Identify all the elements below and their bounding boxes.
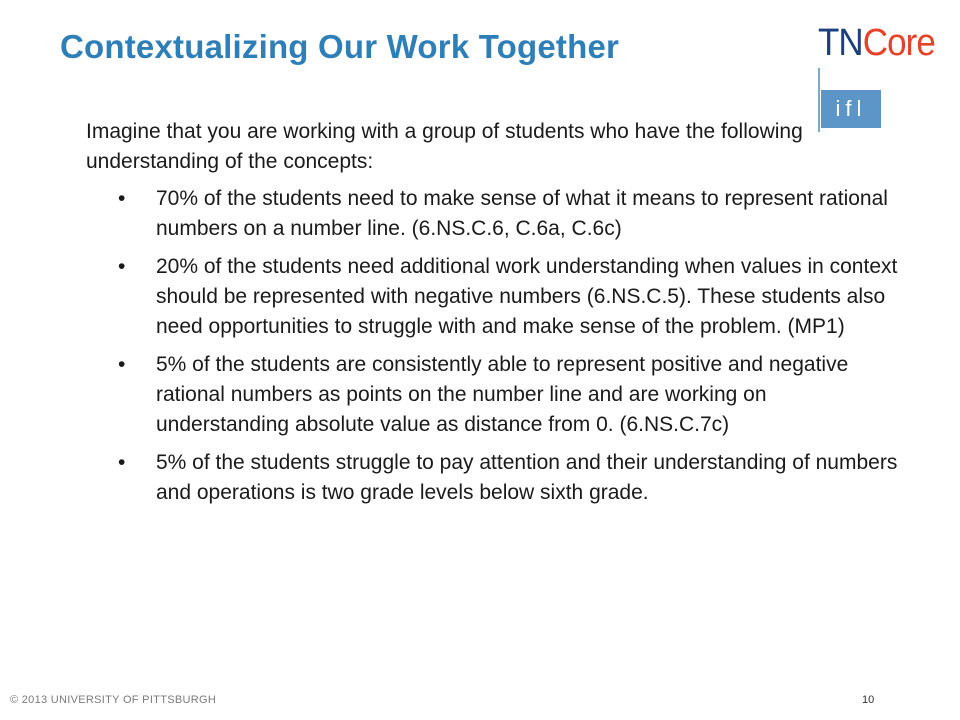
ifl-logo: ifl [821, 90, 881, 128]
tncore-logo-wordmark [818, 24, 935, 62]
bullet-item [118, 184, 898, 244]
bullet-item [118, 252, 898, 342]
slide-title: Contextualizing Our Work Together [60, 28, 620, 65]
bullet-icon: • [118, 255, 126, 278]
logo-tn-text: TN [818, 22, 863, 64]
bullet-list [118, 184, 898, 516]
bullet-icon: • [118, 451, 126, 474]
bullet-item [118, 448, 898, 508]
bullet-text: 70% of the students need to make sense of what it means to represent rational numbers on a number line. (6.NS.C.6, C.6a, C.6c) [156, 187, 888, 240]
intro-paragraph: Imagine that you are working with a group of students who have the following understanding of the concepts: [86, 120, 803, 173]
page-number: 10 [862, 694, 875, 706]
bullet-text: 20% of the students need additional work understanding when values in context should be represented with negative numbers (6.NS.C.5). These students also need opportunities to struggle with and make sense of the problem. (MP1) [156, 255, 898, 338]
bullet-text: 5% of the students are consistently able to represent positive and negative rational numbers as points on the number line and are working on understanding absolute value as distance from 0. (6.NS.C.7c) [156, 353, 849, 436]
bullet-item [118, 350, 898, 440]
bullet-icon: • [118, 353, 126, 376]
logo-core-text: Core [862, 22, 935, 64]
bullet-icon: • [118, 187, 126, 210]
bullet-text: 5% of the students struggle to pay attention and their understanding of numbers and operations is two grade levels below sixth grade. [156, 451, 898, 504]
footer-copyright: © 2013 UNIVERSITY OF PITTSBURGH [10, 694, 217, 706]
tncore-logo [818, 22, 948, 121]
